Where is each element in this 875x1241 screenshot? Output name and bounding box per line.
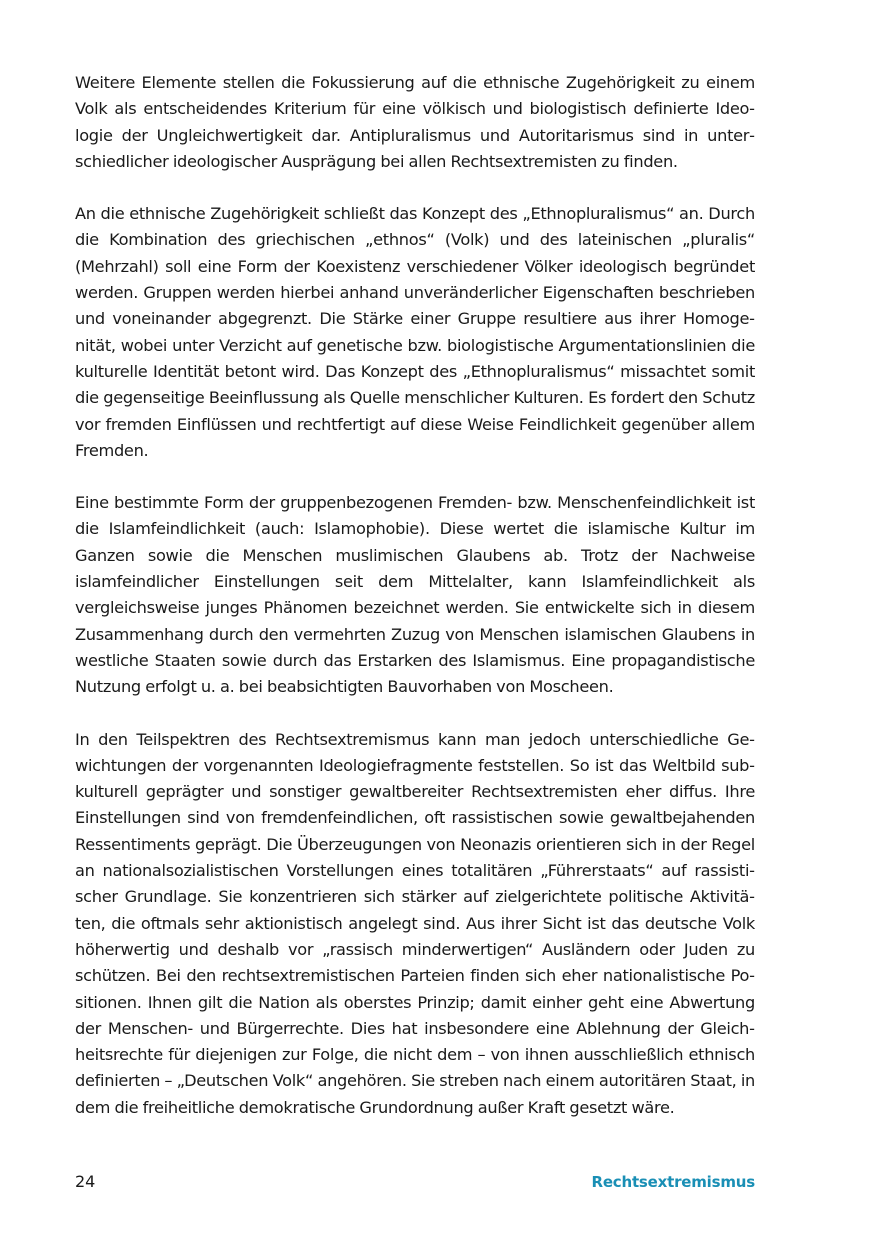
paragraph: In den Teilspektren des Rechtsextremismus kann man jedoch unterschiedliche Gewichtungen der vorgenannten Ideologiefragmente feststellen. So ist das Weltbild subkulturell geprägter und sonstiger gewaltbereiter Rechtsextremisten eher diffus. Ihre Einstellungen sind von fremdenfeindlichen, oft rassistischen sowie gewaltbejahenden Ressentiments geprägt. Die Überzeugungen von Neonazis orientieren sich in der Regel an nationalsozialistischen Vorstellungen eines totalitären „Führerstaats“ auf rassistischer Grundlage. Sie konzentrieren sich stärker auf zielgerichtete politische Aktivitäten, die oftmals sehr aktionistisch angelegt sind. Aus ihrer Sicht ist das deutsche Volk höherwertig und deshalb vor „rassisch minderwertigen“ Ausländern oder Juden zu schützen. Bei den rechtsextremistischen Parteien finden sich eher nationalistische Positionen. Ihnen gilt die Nation als oberstes Prinzip; damit einher geht eine Abwertung der Menschen- und Bürgerrechte. Dies hat insbesondere eine Ablehnung der Gleichheitsrechte für diejenigen zur Folge, die nicht dem – von ihnen ausschließlich ethnisch definierten – „Deutschen Volk“ angehören. Sie streben nach einem autoritären Staat, in dem die freiheitliche demokratische Grundordnung außer Kraft gesetzt wäre.: [75, 729, 755, 1117]
page-number: 24: [75, 1172, 96, 1191]
paragraph: Eine bestimmte Form der gruppenbezogenen Fremden- bzw. Menschenfeindlichkeit ist die Islamfeindlichkeit (auch: Islamophobie). Diese wertet die islamische Kultur im Ganzen sowie die Menschen muslimischen Glaubens ab. Trotz der Nachweise islamfeindlicher Einstellungen seit dem Mittelalter, kann Islamfeindlichkeit als vergleichsweise junges Phänomen bezeichnet werden. Sie entwickelte sich in diesem Zusammenhang durch den vermehrten Zuzug von Menschen islamischen Glaubens in westliche Staaten sowie durch das Erstarken des Islamismus. Eine propagandistische Nutzung erfolgt u. a. bei beabsichtigten Bauvorhaben von Moscheen.: [75, 493, 755, 697]
page-body: [75, 70, 755, 1147]
section-title: Rechtsextremismus: [591, 1173, 755, 1191]
paragraph: An die ethnische Zugehörigkeit schließt das Konzept des „Ethnopluralismus“ an. Durch die Kombination des griechischen „ethnos“ (Volk) und des lateinischen „pluralis“ (Mehrzahl) soll eine Form der Koexistenz verschiedener Völker ideologisch begründet werden. Gruppen werden hierbei anhand unveränderlicher Eigenschaften beschrieben und voneinander abgegrenzt. Die Stärke einer Gruppe resultiere aus ihrer Homogenität, wobei unter Verzicht auf genetische bzw. biologistische Argumentationslinien die kulturelle Identität betont wird. Das Konzept des „Ethnopluralismus“ missachtet somit die gegenseitige Beeinflussung als Quelle menschlicher Kulturen. Es fordert den Schutz vor fremden Einflüssen und rechtfertigt auf diese Weise Feindlichkeit gegenüber allem Fremden.: [75, 204, 755, 460]
paragraph: Weitere Elemente stellen die Fokussierung auf die ethnische Zugehörigkeit zu einem Volk als entscheidendes Kriterium für eine völkisch und biologistisch definierte Ideologie der Ungleichwertigkeit dar. Antipluralismus und Autoritarismus sind in unterschiedlicher ideologischer Ausprägung bei allen Rechtsextremisten zu finden.: [75, 73, 755, 171]
